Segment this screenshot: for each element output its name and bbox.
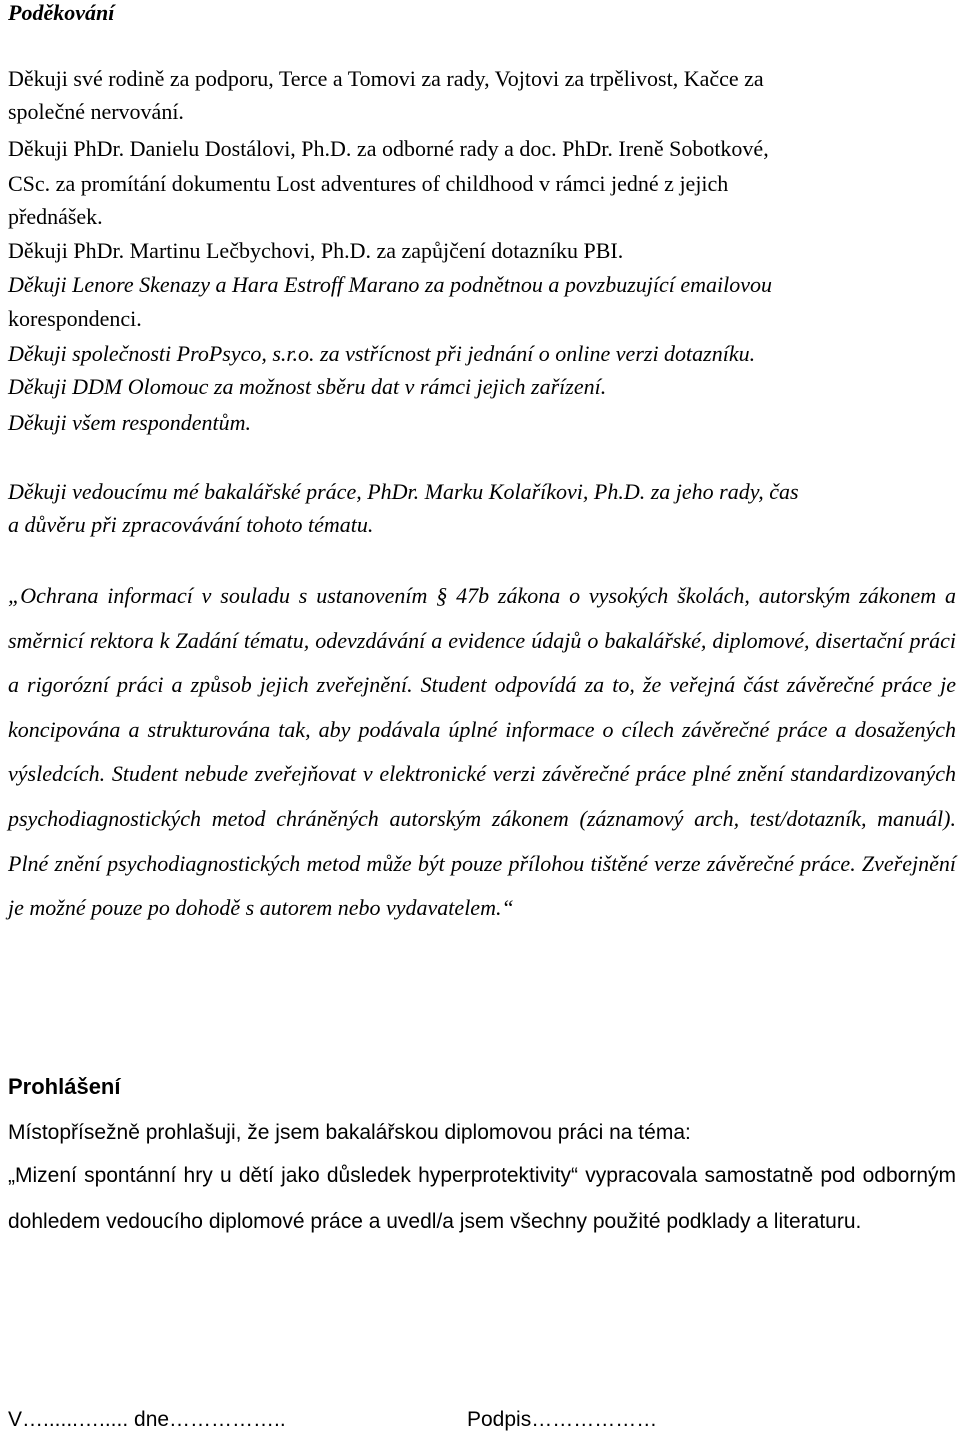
- ack-line: korespondenci.: [8, 306, 142, 331]
- ack-line: Děkuji své rodině za podporu, Terce a Tomovi za rady, Vojtovi za trpělivost, Kačce za: [8, 66, 764, 91]
- declaration-heading: Prohlášení: [8, 1074, 121, 1099]
- protection-notice: „Ochrana informací v souladu s ustanovením § 47b zákona o vysokých školách, autorským zákonem a směrnicí rektora k Zadání tématu, odevzdávání a evidence údajů o bakalářské, diplomové, disertační práci a rigorózní práci a způsob jejich zveřejnění. Student odpovídá za to, že veřejná část závěrečné práce je koncipována a strukturována tak, aby podávala úplné informace o cílech závěrečné práce a dosažených výsledcích. Student nebude zveřejňovat v elektronické verzi závěrečné práce plné znění standardizovaných psychodiagnostických metod chráněných autorským zákonem (záznamový arch, test/dotazník, manuál). Plné znění psychodiagnostických metod může být pouze přílohou tištěné verze závěrečné práce. Zveřejnění je možné pouze po dohodě s autorem nebo vydavatelem.“: [8, 583, 956, 921]
- ack-line: Děkuji DDM Olomouc za možnost sběru dat v rámci jejich zařízení.: [8, 374, 607, 399]
- ack-line: a důvěru při zpracovávání tohoto tématu.: [8, 512, 374, 537]
- acknowledgements-heading: Poděkování: [8, 0, 115, 25]
- ack-line: Děkuji všem respondentům.: [8, 410, 251, 435]
- declaration-body: „Mizení spontánní hry u dětí jako důsledek hyperprotektivity“ vypracovala samostatně pod odborným dohledem vedoucího diplomové práce a uvedl/a jsem všechny použité podklady a literaturu.: [8, 1164, 956, 1233]
- ack-line: CSc. za promítání dokumentu Lost adventures of childhood v rámci jedné z jejich: [8, 171, 729, 196]
- ack-line: Děkuji Lenore Skenazy a Hara Estroff Marano za podnětnou a povzbuzující emailovou: [8, 272, 772, 297]
- ack-line: Děkuji společnosti ProPsyco, s.r.o. za vstřícnost při jednání o online verzi dotazníku.: [8, 341, 756, 366]
- ack-line: Děkuji PhDr. Martinu Lečbychovi, Ph.D. za zapůjčení dotazníku PBI.: [8, 238, 624, 263]
- ack-line: společné nervování.: [8, 99, 184, 124]
- ack-line: přednášek.: [8, 204, 103, 229]
- place-date-line: V…......…..... dne……………..: [8, 1408, 286, 1431]
- signature-line: Podpis………………: [467, 1408, 658, 1431]
- ack-line: Děkuji PhDr. Danielu Dostálovi, Ph.D. za odborné rady a doc. PhDr. Ireně Sobotkové,: [8, 136, 769, 161]
- declaration-intro: Místopřísežně prohlašuji, že jsem bakalářskou diplomovou práci na téma:: [8, 1121, 691, 1144]
- ack-line: Děkuji vedoucímu mé bakalářské práce, PhDr. Marku Kolaříkovi, Ph.D. za jeho rady, čas: [8, 479, 799, 504]
